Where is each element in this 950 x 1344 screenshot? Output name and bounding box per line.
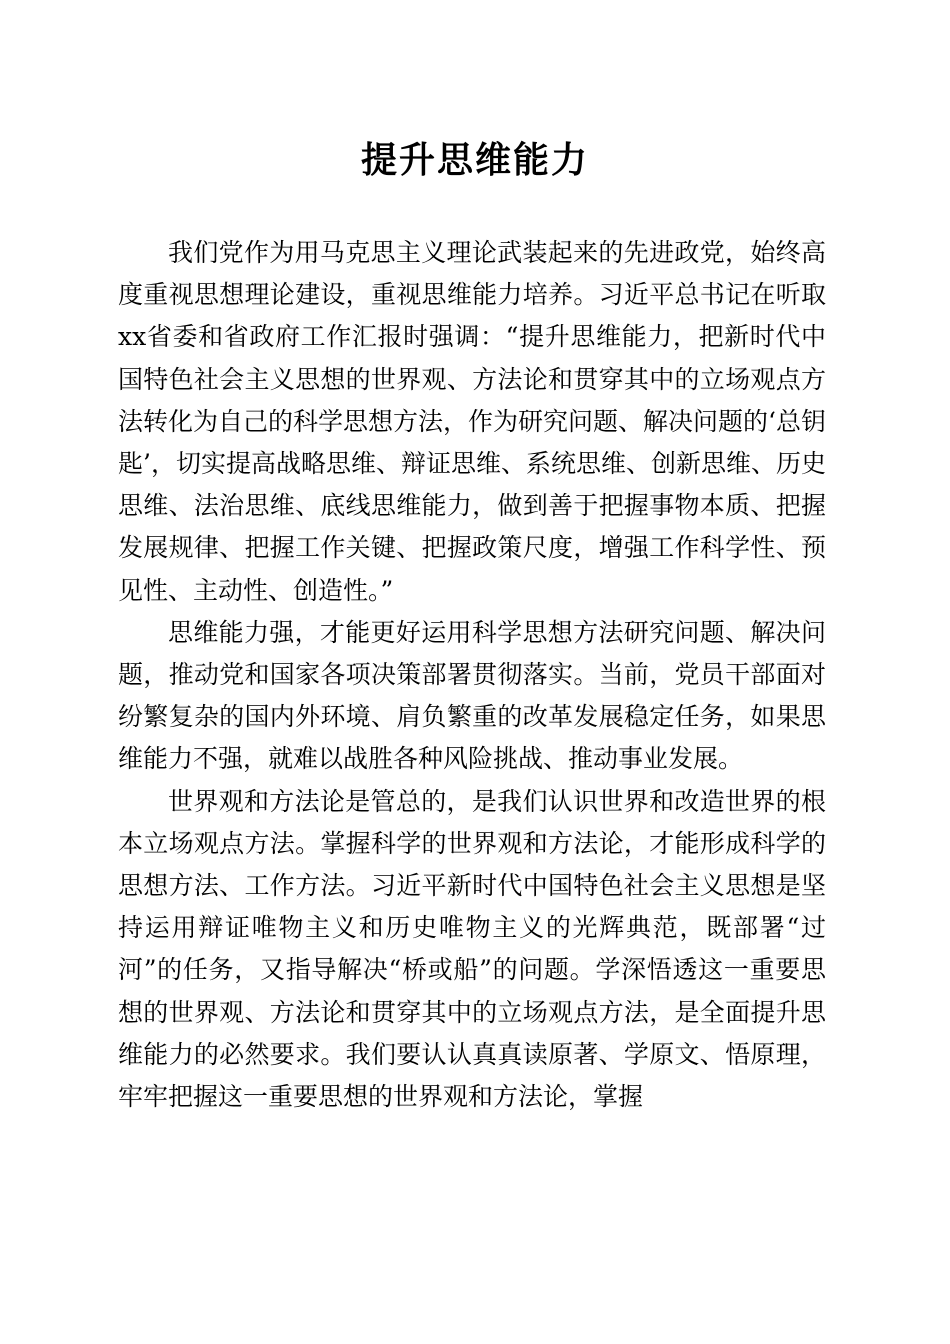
paragraph-3: 世界观和方法论是管总的，是我们认识世界和改造世界的根本立场观点方法。掌握科学的世界观和方法论，才能形成科学的思想方法、工作方法。习近平新时代中国特色社会主义思想是坚持运用辩证唯物主义和历史唯物主义的光辉典范，既部署“过河”的任务，又指导解决“桥或船”的问题。学深悟透这一重要思想的世界观、方法论和贯穿其中的立场观点方法，是全面提升思维能力的必然要求。我们要认认真真读原著、学原文、悟原理，牢牢把握这一重要思想的世界观和方法论，掌握 <box>118 786 826 1112</box>
document-body <box>118 232 826 1118</box>
paragraph-2: 思维能力强，才能更好运用科学思想方法研究问题、解决问题，推动党和国家各项决策部署贯彻落实。当前，党员干部面对纷繁复杂的国内外环境、肩负繁重的改革发展稳定任务，如果思维能力不强，就难以战胜各种风险挑战、推动事业发展。 <box>118 617 826 774</box>
paragraph-1: 我们党作为用马克思主义理论武装起来的先进政党，始终高度重视思想理论建设，重视思维能力培养。习近平总书记在听取xx省委和省政府工作汇报时强调：“提升思维能力，把新时代中国特色社会主义思想的世界观、方法论和贯穿其中的立场观点方法转化为自己的科学思想方法，作为研究问题、解决问题的‘总钥匙’，切实提高战略思维、辩证思维、系统思维、创新思维、历史思维、法治思维、底线思维能力，做到善于把握事物本质、把握发展规律、把握工作关键、把握政策尺度，增强工作科学性、预见性、主动性、创造性。” <box>118 238 826 605</box>
document-title: 提升思维能力 <box>360 139 589 181</box>
